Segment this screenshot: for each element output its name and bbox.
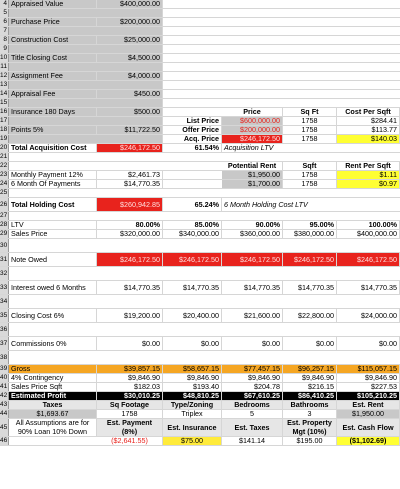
cell-note[interactable]: 6 Month Holding Cost LTV bbox=[224, 200, 308, 209]
cell-value[interactable]: $115,057.15 bbox=[337, 365, 400, 373]
row-40[interactable] bbox=[0, 374, 400, 383]
cell-label[interactable]: Points 5% bbox=[9, 126, 97, 134]
row-number[interactable]: 36 bbox=[0, 323, 9, 336]
header-sqft[interactable]: Sqft bbox=[283, 162, 337, 170]
cell-value[interactable]: $260,942.85 bbox=[97, 198, 163, 211]
header-est-insurance[interactable]: Est. Insurance bbox=[163, 419, 222, 436]
row-number[interactable]: 37 bbox=[0, 337, 9, 350]
cell-label[interactable]: Acq. Price bbox=[163, 135, 222, 143]
cell-value[interactable]: $141.14 bbox=[222, 437, 283, 445]
cell-value[interactable]: $22,800.00 bbox=[283, 309, 337, 322]
row-24[interactable] bbox=[0, 180, 400, 189]
cell-value[interactable]: $20,400.00 bbox=[163, 309, 222, 322]
cell-value[interactable]: $9,846.90 bbox=[163, 374, 222, 382]
row-number[interactable]: 22 bbox=[0, 162, 8, 169]
cell-value[interactable]: $1,950.00 bbox=[222, 171, 283, 179]
cell-blank[interactable] bbox=[9, 9, 163, 17]
cell-value[interactable]: $9,846.90 bbox=[337, 374, 400, 382]
row-35[interactable] bbox=[0, 309, 400, 323]
cell-note[interactable]: Acquisition LTV bbox=[224, 144, 274, 152]
cell-label[interactable]: List Price bbox=[163, 117, 222, 125]
cell-value[interactable]: $320,000.00 bbox=[97, 230, 163, 238]
row-41[interactable] bbox=[0, 383, 400, 392]
row-number[interactable]: 41 bbox=[0, 383, 8, 390]
cell-value[interactable]: $193.40 bbox=[163, 383, 222, 391]
cell-label[interactable]: 4% Contingency bbox=[9, 374, 97, 382]
cell-value[interactable]: $0.00 bbox=[97, 337, 163, 350]
row-42[interactable] bbox=[0, 392, 400, 401]
row-44[interactable] bbox=[0, 410, 400, 419]
row-number[interactable]: 6 bbox=[0, 18, 9, 26]
row-14[interactable] bbox=[0, 90, 400, 99]
row-number[interactable]: 28 bbox=[0, 221, 8, 228]
cell-value[interactable]: 1758 bbox=[283, 117, 337, 125]
row-number[interactable]: 39 bbox=[0, 365, 8, 372]
cell-value[interactable]: $0.00 bbox=[337, 337, 400, 350]
row-number[interactable]: 27 bbox=[0, 212, 8, 219]
cell-value[interactable]: $19,200.00 bbox=[97, 309, 163, 322]
cell-value[interactable]: $284.41 bbox=[337, 117, 400, 125]
row-number[interactable]: 46 bbox=[0, 437, 8, 444]
cell-value[interactable]: $340,000.00 bbox=[163, 230, 222, 238]
row-number[interactable]: 43 bbox=[0, 401, 8, 408]
cell-value[interactable]: $67,610.25 bbox=[222, 392, 283, 400]
header-cost-per-sqft[interactable]: Cost Per Sqft bbox=[337, 108, 400, 116]
cell-label[interactable]: Interest owed 6 Months bbox=[9, 281, 97, 294]
row-28[interactable] bbox=[0, 221, 400, 230]
row-number[interactable]: 7 bbox=[0, 27, 9, 35]
row-number[interactable]: 19 bbox=[0, 135, 8, 142]
row-22[interactable] bbox=[0, 162, 400, 171]
row-number[interactable]: 8 bbox=[0, 36, 9, 44]
row-33[interactable] bbox=[0, 281, 400, 295]
row-number[interactable]: 30 bbox=[0, 239, 9, 252]
cell-blank[interactable] bbox=[9, 81, 163, 89]
cell-value[interactable]: $77,457.15 bbox=[222, 365, 283, 373]
cell-label[interactable]: Commissions 0% bbox=[9, 337, 97, 350]
cell-value[interactable]: $96,257.15 bbox=[283, 365, 337, 373]
cell-label[interactable]: Appraised Value bbox=[9, 0, 97, 8]
row-8[interactable] bbox=[0, 36, 400, 45]
cell-value[interactable]: ($2,641.55) bbox=[97, 437, 163, 445]
cell-value[interactable]: $4,000.00 bbox=[97, 72, 163, 80]
cell-value[interactable]: 1758 bbox=[283, 171, 337, 179]
row-number[interactable]: 42 bbox=[0, 392, 8, 399]
row-number[interactable]: 24 bbox=[0, 180, 8, 187]
cell-value[interactable]: $86,410.25 bbox=[283, 392, 337, 400]
header-bedrooms[interactable]: Bedrooms bbox=[222, 401, 283, 409]
cell-label[interactable]: Insurance 180 Days bbox=[9, 108, 97, 116]
cell-value[interactable]: 5 bbox=[222, 410, 283, 418]
row-23[interactable] bbox=[0, 171, 400, 180]
cell-value[interactable]: 80.00% bbox=[97, 221, 163, 229]
cell-value[interactable]: $450.00 bbox=[97, 90, 163, 98]
cell-value[interactable]: $246,172.50 bbox=[283, 253, 337, 266]
cell-value[interactable]: $246,172.50 bbox=[337, 253, 400, 266]
cell-value[interactable]: 95.00% bbox=[283, 221, 337, 229]
cell-label[interactable]: Total Holding Cost bbox=[9, 198, 97, 211]
header-taxes[interactable]: Taxes bbox=[9, 401, 97, 409]
row-39[interactable] bbox=[0, 365, 400, 374]
cell-value[interactable]: $9,846.90 bbox=[222, 374, 283, 382]
row-number[interactable]: 32 bbox=[0, 267, 9, 280]
row-number[interactable]: 15 bbox=[0, 99, 8, 106]
row-38[interactable] bbox=[0, 351, 400, 365]
row-4[interactable] bbox=[0, 0, 400, 9]
cell-value[interactable]: 85.00% bbox=[163, 221, 222, 229]
cell-label[interactable]: Purchase Price bbox=[9, 18, 97, 26]
header-bathrooms[interactable]: Bathrooms bbox=[283, 401, 337, 409]
cell-value[interactable]: ($1,102.69) bbox=[337, 437, 400, 445]
row-number[interactable]: 9 bbox=[0, 45, 9, 53]
header-est-rent[interactable]: Est. Rent bbox=[337, 401, 400, 409]
row-number[interactable]: 18 bbox=[0, 126, 8, 133]
cell-label[interactable]: 6 Month Of Payments bbox=[9, 180, 97, 188]
row-number[interactable]: 45 bbox=[0, 419, 9, 436]
cell-value[interactable]: $4,500.00 bbox=[97, 54, 163, 62]
cell-value[interactable]: $58,657.15 bbox=[163, 365, 222, 373]
cell-label[interactable]: Sales Price bbox=[9, 230, 97, 238]
row-15[interactable] bbox=[0, 99, 400, 108]
row-31[interactable] bbox=[0, 253, 400, 267]
row-16[interactable] bbox=[0, 108, 400, 117]
cell-value[interactable]: $14,770.35 bbox=[222, 281, 283, 294]
cell-value[interactable]: $9,846.90 bbox=[97, 374, 163, 382]
cell-value[interactable]: $2,461.73 bbox=[97, 171, 163, 179]
row-21[interactable] bbox=[0, 153, 400, 162]
row-number[interactable]: 16 bbox=[0, 108, 8, 115]
header-est-payment[interactable]: Est. Payment (8%) bbox=[97, 419, 163, 436]
cell-value[interactable]: $0.97 bbox=[337, 180, 400, 188]
cell-value[interactable]: $246,172.50 bbox=[222, 135, 283, 143]
cell-value[interactable]: $48,810.25 bbox=[163, 392, 222, 400]
cell-label[interactable]: Note Owed bbox=[9, 253, 97, 266]
cell-value[interactable]: $400,000.00 bbox=[337, 230, 400, 238]
cell-value[interactable]: 1758 bbox=[97, 410, 163, 418]
cell-value[interactable]: $200,000.00 bbox=[222, 126, 283, 134]
cell-value[interactable]: $24,000.00 bbox=[337, 309, 400, 322]
cell-value[interactable]: $216.15 bbox=[283, 383, 337, 391]
row-32[interactable] bbox=[0, 267, 400, 281]
row-number[interactable]: 20 bbox=[0, 144, 8, 151]
cell-value[interactable]: 1758 bbox=[283, 180, 337, 188]
row-number[interactable]: 13 bbox=[0, 81, 8, 88]
cell-value[interactable]: $200,000.00 bbox=[97, 18, 163, 26]
cell-value[interactable]: $182.03 bbox=[97, 383, 163, 391]
cell-value[interactable]: $246,172.50 bbox=[163, 253, 222, 266]
row-17[interactable] bbox=[0, 117, 400, 126]
cell-label[interactable]: Gross bbox=[9, 365, 97, 373]
cell-value[interactable]: $14,770.35 bbox=[97, 281, 163, 294]
cell-label[interactable]: LTV bbox=[9, 221, 97, 229]
row-number[interactable]: 4 bbox=[0, 0, 9, 8]
cell-value[interactable]: $14,770.35 bbox=[283, 281, 337, 294]
cell-value[interactable]: $246,172.50 bbox=[222, 253, 283, 266]
row-number[interactable]: 31 bbox=[0, 253, 9, 266]
row-number[interactable]: 38 bbox=[0, 351, 9, 364]
row-number[interactable]: 12 bbox=[0, 72, 8, 79]
cell-value[interactable]: Triplex bbox=[163, 410, 222, 418]
row-number[interactable]: 33 bbox=[0, 281, 9, 294]
cell-value[interactable]: 1758 bbox=[283, 135, 337, 143]
row-34[interactable] bbox=[0, 295, 400, 309]
cell-blank[interactable] bbox=[9, 27, 163, 35]
cell-value[interactable]: $0.00 bbox=[222, 337, 283, 350]
cell-value[interactable]: $11,722.50 bbox=[97, 126, 163, 134]
row-number[interactable]: 21 bbox=[0, 153, 8, 160]
row-12[interactable] bbox=[0, 72, 400, 81]
cell-value[interactable]: $140.03 bbox=[337, 135, 400, 143]
row-number[interactable]: 5 bbox=[0, 9, 9, 17]
cell-blank[interactable] bbox=[9, 45, 163, 53]
row-number[interactable]: 14 bbox=[0, 90, 8, 97]
cell-label[interactable]: Monthly Payment 12% bbox=[9, 171, 97, 179]
cell-value[interactable]: $1,693.67 bbox=[9, 410, 97, 418]
row-number[interactable]: 29 bbox=[0, 230, 8, 237]
cell-value[interactable]: 100.00% bbox=[337, 221, 400, 229]
row-number[interactable]: 35 bbox=[0, 309, 9, 322]
cell-value[interactable]: $360,000.00 bbox=[222, 230, 283, 238]
row-9[interactable] bbox=[0, 45, 400, 54]
cell-value[interactable]: $227.53 bbox=[337, 383, 400, 391]
cell-value[interactable]: $30,010.25 bbox=[97, 392, 163, 400]
cell-value[interactable]: $1.11 bbox=[337, 171, 400, 179]
cell-label[interactable]: Total Acquisition Cost bbox=[9, 144, 97, 152]
cell-label[interactable]: Sales Price Sqft bbox=[9, 383, 97, 391]
cell-label[interactable]: Appraisal Fee bbox=[9, 90, 97, 98]
row-7[interactable] bbox=[0, 27, 400, 36]
cell-label[interactable]: Title Closing Cost bbox=[9, 54, 97, 62]
row-25[interactable] bbox=[0, 189, 400, 198]
cell-value[interactable]: $21,600.00 bbox=[222, 309, 283, 322]
cell-value[interactable]: 61.54% bbox=[163, 144, 222, 152]
row-number[interactable]: 17 bbox=[0, 117, 8, 124]
cell-label[interactable]: Estimated Profit bbox=[9, 392, 97, 400]
header-est-cash-flow[interactable]: Est. Cash Flow bbox=[337, 419, 400, 436]
row-46[interactable] bbox=[0, 437, 400, 446]
row-number[interactable]: 40 bbox=[0, 374, 8, 381]
cell-value[interactable]: $400,000.00 bbox=[97, 0, 163, 8]
row-36[interactable] bbox=[0, 323, 400, 337]
header-price[interactable]: Price bbox=[222, 108, 283, 116]
row-29[interactable] bbox=[0, 230, 400, 239]
cell-blank[interactable] bbox=[9, 117, 163, 125]
cell-label[interactable]: Offer Price bbox=[163, 126, 222, 134]
cell-blank[interactable] bbox=[9, 63, 163, 71]
cell-value[interactable]: 90.00% bbox=[222, 221, 283, 229]
row-19[interactable] bbox=[0, 135, 400, 144]
row-number[interactable]: 10 bbox=[0, 54, 8, 61]
cell-value[interactable]: $75.00 bbox=[163, 437, 222, 445]
cell-value[interactable]: 65.24% bbox=[163, 198, 222, 211]
header-rent-per-sqft[interactable]: Rent Per Sqft bbox=[337, 162, 400, 170]
row-37[interactable] bbox=[0, 337, 400, 351]
row-number[interactable]: 25 bbox=[0, 189, 8, 196]
cell-value[interactable]: $9,846.90 bbox=[283, 374, 337, 382]
cell-value[interactable]: $113.77 bbox=[337, 126, 400, 134]
cell-value[interactable]: $380,000.00 bbox=[283, 230, 337, 238]
header-type-zoning[interactable]: Type/Zoning bbox=[163, 401, 222, 409]
cell-value[interactable]: $195.00 bbox=[283, 437, 337, 445]
cell-value[interactable]: $14,770.35 bbox=[337, 281, 400, 294]
row-26[interactable] bbox=[0, 198, 400, 212]
row-18[interactable] bbox=[0, 126, 400, 135]
cell-blank[interactable] bbox=[9, 99, 163, 107]
cell-value[interactable]: $246,172.50 bbox=[97, 253, 163, 266]
row-6[interactable] bbox=[0, 18, 400, 27]
row-11[interactable] bbox=[0, 63, 400, 72]
header-est-taxes[interactable]: Est. Taxes bbox=[222, 419, 283, 436]
row-30[interactable] bbox=[0, 239, 400, 253]
row-45[interactable] bbox=[0, 419, 400, 437]
cell-value[interactable]: $204.78 bbox=[222, 383, 283, 391]
cell-value[interactable]: $105,210.25 bbox=[337, 392, 400, 400]
cell-value[interactable]: $0.00 bbox=[283, 337, 337, 350]
row-5[interactable] bbox=[0, 9, 400, 18]
row-43[interactable] bbox=[0, 401, 400, 410]
cell-value[interactable]: $1,950.00 bbox=[337, 410, 400, 418]
cell-value[interactable]: $500.00 bbox=[97, 108, 163, 116]
cell-value[interactable]: $0.00 bbox=[163, 337, 222, 350]
cell-value[interactable]: 1758 bbox=[283, 126, 337, 134]
header-est-property-mgt[interactable]: Est. Property Mgt (10%) bbox=[283, 419, 337, 436]
cell-value[interactable]: $25,000.00 bbox=[97, 36, 163, 44]
header-sq-footage[interactable]: Sq Footage bbox=[97, 401, 163, 409]
cell-value[interactable]: 3 bbox=[283, 410, 337, 418]
cell-value[interactable]: $246,172.50 bbox=[97, 144, 163, 152]
row-10[interactable] bbox=[0, 54, 400, 63]
cell-value[interactable]: $1,700.00 bbox=[222, 180, 283, 188]
header-potential-rent[interactable]: Potential Rent bbox=[222, 162, 283, 170]
cell-blank[interactable] bbox=[9, 135, 163, 143]
row-number[interactable]: 26 bbox=[0, 198, 9, 211]
cell-label[interactable]: Construction Cost bbox=[9, 36, 97, 44]
cell-value[interactable]: $14,770.35 bbox=[97, 180, 163, 188]
row-number[interactable]: 34 bbox=[0, 295, 9, 308]
cell-label[interactable]: Closing Cost 6% bbox=[9, 309, 97, 322]
row-20[interactable] bbox=[0, 144, 400, 153]
row-27[interactable] bbox=[0, 212, 400, 221]
cell-value[interactable]: $600,000.00 bbox=[222, 117, 283, 125]
row-number[interactable]: 23 bbox=[0, 171, 8, 178]
cell-note[interactable]: All Assumptions are for 90% Loan 10% Down bbox=[9, 419, 97, 436]
header-sqft[interactable]: Sq Ft bbox=[283, 108, 337, 116]
cell-value[interactable]: $39,857.15 bbox=[97, 365, 163, 373]
row-13[interactable] bbox=[0, 81, 400, 90]
cell-value[interactable]: $14,770.35 bbox=[163, 281, 222, 294]
row-number[interactable]: 11 bbox=[0, 63, 7, 70]
row-number[interactable]: 44 bbox=[0, 410, 8, 417]
cell-label[interactable]: Assignment Fee bbox=[9, 72, 97, 80]
